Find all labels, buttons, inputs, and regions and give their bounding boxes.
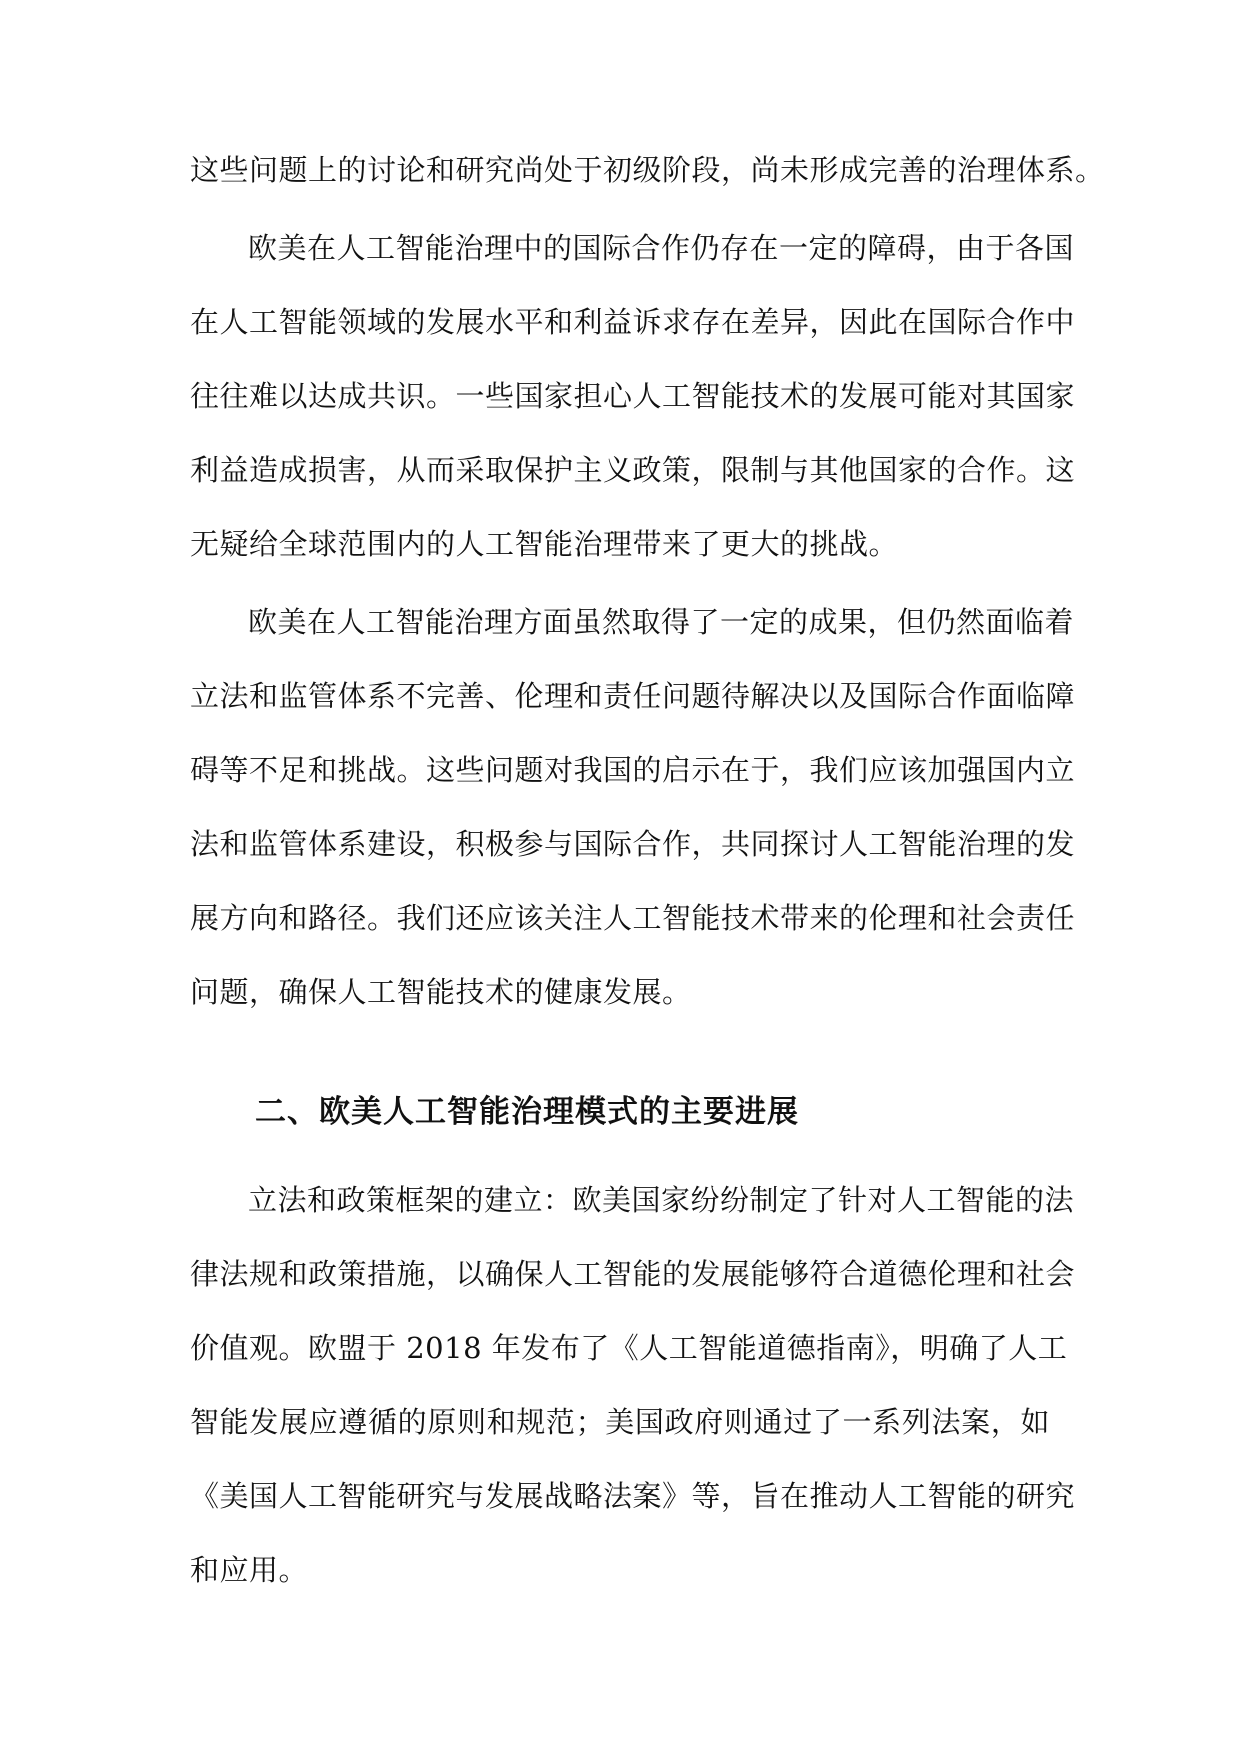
paragraph-line: 欧美在人工智能治理中的国际合作仍存在一定的障碍，由于各国 — [248, 231, 1075, 265]
paragraph-line: 无疑给全球范围内的人工智能治理带来了更大的挑战。 — [190, 527, 899, 561]
paragraph-line: 价值观。欧盟于 2018 年发布了《人工智能道德指南》，明确了人工 — [190, 1331, 1068, 1365]
paragraph-line: 展方向和路径。我们还应该关注人工智能技术带来的伦理和社会责任 — [190, 901, 1076, 935]
paragraph-line: 《美国人工智能研究与发展战略法案》等，旨在推动人工智能的研究 — [190, 1479, 1076, 1513]
paragraph-line: 问题，确保人工智能技术的健康发展。 — [190, 975, 692, 1009]
paragraph-line: 在人工智能领域的发展水平和利益诉求存在差异，因此在国际合作中 — [190, 305, 1076, 339]
paragraph-line: 欧美在人工智能治理方面虽然取得了一定的成果，但仍然面临着 — [248, 605, 1075, 639]
paragraph-line: 碍等不足和挑战。这些问题对我国的启示在于，我们应该加强国内立 — [190, 753, 1076, 787]
paragraph-line: 往往难以达成共识。一些国家担心人工智能技术的发展可能对其国家 — [190, 379, 1076, 413]
paragraph-line: 和应用。 — [190, 1553, 309, 1587]
paragraph-line: 律法规和政策措施，以确保人工智能的发展能够符合道德伦理和社会 — [190, 1257, 1076, 1291]
paragraph-line: 立法和政策框架的建立：欧美国家纷纷制定了针对人工智能的法 — [248, 1183, 1075, 1217]
paragraph-line: 这些问题上的讨论和研究尚处于初级阶段，尚未形成完善的治理体系。 — [190, 153, 1105, 187]
paragraph-line: 法和监管体系建设，积极参与国际合作，共同探讨人工智能治理的发 — [190, 827, 1076, 861]
section-heading: 二、欧美人工智能治理模式的主要进展 — [255, 1094, 799, 1130]
paragraph-line: 立法和监管体系不完善、伦理和责任问题待解决以及国际合作面临障 — [190, 679, 1076, 713]
paragraph-line: 智能发展应遵循的原则和规范；美国政府则通过了一系列法案，如 — [190, 1405, 1050, 1439]
paragraph-line: 利益造成损害，从而采取保护主义政策，限制与其他国家的合作。这 — [190, 453, 1076, 487]
